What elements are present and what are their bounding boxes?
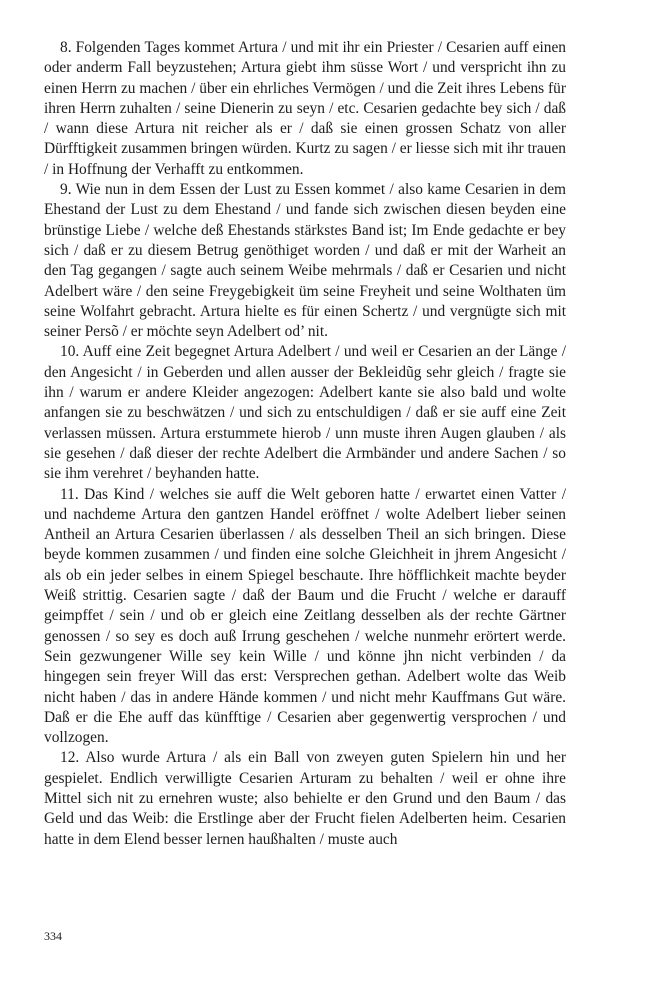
page-body [44,38,566,850]
page-number: 334 [44,929,62,943]
paragraph-9: 9. Wie nun in dem Essen der Lust zu Essen kommet / also kame Cesarien in dem Ehestand der Lust zu dem Ehestand / und fande sich zwischen diesen beyden eine brünstige Liebe / welche deß Ehestands stärkstes Band ist; Im Ende gedachte er bey sich / daß er zu diesem Betrug genöthiget worden / und daß er mit der Warheit an den Tag gegangen / sagte auch seinem Weibe mehrmals / daß er Cesarien und nicht Adelbert wäre / den seine Freygebigkeit üm seine Freyheit und seine Wolthaten üm seine Wolfahrt gebracht. Artura hielte es für einen Schertz / und vergnügte sich mit seiner Persõ / er möchte seyn Adelbert od’ nit. [44,181,566,341]
paragraph-11: 11. Das Kind / welches sie auff die Welt geboren hatte / erwartet einen Vatter / und nachdeme Artura den gantzen Handel eröffnet / wolte Adelbert lieber seinen Antheil an Artura Cesarien überlassen / als desselben Theil an sich bringen. Diese beyde kommen zusammen / und finden eine solche Gleichheit in jhrem Angesicht / als ob ein jeder selbes in einem Spiegel beschaute. Ihre höfflichkeit machte beyder Weiß strittig. Cesarien sagte / daß der Baum und die Frucht / welche er darauff geimpffet / sein / und ob er gleich eine Zeitlang desselben als der rechte Gärtner genossen / so sey es doch auß Irrung geschehen / welche nunmehr erörtert werde. Sein gezwungener Wille sey kein Wille / und könne jhn nicht verbinden / da hingegen sein freyer Will das erst: Versprechen gethan. Adelbert wolte das Weib nicht haben / das in andere Hände kommen / und nicht mehr Kauffmans Gut wäre. Daß er die Ehe auff das künfftige / Cesarien aber gegenwertig versprochen / und vollzogen. [44,485,566,747]
paragraph-10: 10. Auff eine Zeit begegnet Artura Adelbert / und weil er Cesarien an der Länge / den Angesicht / in Geberden und allen ausser der Bekleidũg sehr gleich / fragte sie ihn / warum er andere Kleider angezogen: Adelbert kante sie also bald und wolte anfangen sie zu beschwätzen / und sich zu entschuldigen / daß er sie auff eine Zeit verlassen müssen. Artura erstummete hierob / unn muste ihren Augen glauben / als sie gesehen / daß dieser der rechte Adelbert die Armbänder und andere Sachen / so sie ihm verehret / beyhanden hatte. [44,343,566,483]
paragraph-8: 8. Folgenden Tages kommet Artura / und mit ihr ein Priester / Cesarien auff einen oder anderm Fall beyzustehen; Artura giebt ihm süsse Wort / und verspricht ihn zu einen Herrn zu machen / über ein ehrliches Vermögen / und die Zeit ihres Lebens für ihren Herrn zuhalten / seine Dienerin zu seyn / etc. Cesarien gedachte bey sich / daß / wann diese Artura nit reicher als er / daß sie einen grossen Schatz von aller Dürfftigkeit zusammen bringen würden. Kurtz zu sagen / er liesse sich mit ihr trauen / in Hoffnung der Verhafft zu entkommen. [44,39,566,178]
paragraph-12: 12. Also wurde Artura / als ein Ball von zweyen guten Spielern hin und her gespielet. Endlich verwilligte Cesarien Arturam zu behalten / weil er ohne ihre Mittel sich nit zu ernehren wuste; also behielte er den Grund und den Baum / das Geld und das Weib: die Erstlinge aber der Frucht fielen Adelberten heim. Cesarien hatte in dem Elend besser lernen haußhalten / muste auch [44,749,566,848]
